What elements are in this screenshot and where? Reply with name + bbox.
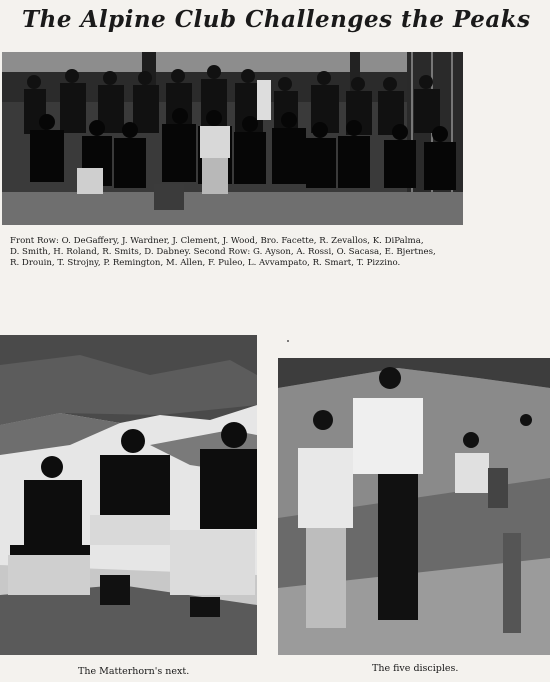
matterhorn-photo xyxy=(0,335,257,655)
group-caption xyxy=(10,236,462,269)
group-caption-line: R. Drouin, T. Strojny, P. Remington, M. Allen, F. Puleo, L. Avvampato, R. Smart, T. Pizzino. xyxy=(10,258,401,268)
disciples-photo xyxy=(278,358,550,655)
matterhorn-caption: The Matterhorn's next. xyxy=(78,666,190,677)
group-caption-line: D. Smith, H. Roland, R. Smits, D. Dabney. Second Row: G. Ayson, A. Rossi, O. Sacasa, E. Bjertnes, xyxy=(10,247,436,257)
print-speck xyxy=(287,340,289,342)
disciples-caption: The five disciples. xyxy=(372,663,459,674)
page-title: The Alpine Club Challenges the Peaks xyxy=(22,6,531,33)
group-caption-line: Front Row: O. DeGaffery, J. Wardner, J. Clement, J. Wood, Bro. Facette, R. Zevallos, K. DiPalma, xyxy=(10,236,424,246)
group-photo xyxy=(2,52,463,225)
